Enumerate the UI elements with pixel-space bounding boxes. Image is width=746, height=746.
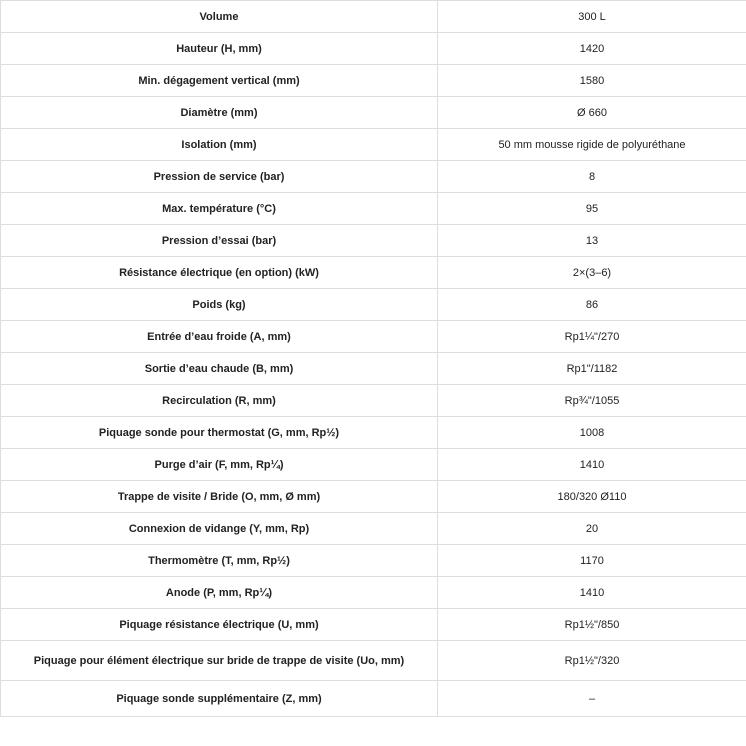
- row-label: Pression d’essai (bar): [1, 225, 438, 257]
- row-label: Entrée d’eau froide (A, mm): [1, 321, 438, 353]
- table-row: [1, 353, 746, 385]
- row-value: 86: [438, 289, 746, 321]
- row-value: 1170: [438, 545, 746, 577]
- row-value: 300 L: [438, 1, 746, 33]
- row-value: Ø 660: [438, 97, 746, 129]
- row-label: Max. température (°C): [1, 193, 438, 225]
- row-value: 13: [438, 225, 746, 257]
- table-row: [1, 641, 746, 681]
- row-value: 1420: [438, 33, 746, 65]
- table-row: [1, 65, 746, 97]
- row-value: Rp1¼"/270: [438, 321, 746, 353]
- table-row: [1, 385, 746, 417]
- row-value: 95: [438, 193, 746, 225]
- row-label: Min. dégagement vertical (mm): [1, 65, 438, 97]
- row-label: Volume: [1, 1, 438, 33]
- row-label: Connexion de vidange (Y, mm, Rp): [1, 513, 438, 545]
- table-row: [1, 609, 746, 641]
- row-label: Trappe de visite / Bride (O, mm, Ø mm): [1, 481, 438, 513]
- row-value: Rp1½"/320: [438, 641, 746, 681]
- table-row: [1, 321, 746, 353]
- table-row: [1, 577, 746, 609]
- row-value: 50 mm mousse rigide de polyuréthane: [438, 129, 746, 161]
- row-value: 1410: [438, 449, 746, 481]
- row-value: Rp1½"/850: [438, 609, 746, 641]
- table-row: [1, 417, 746, 449]
- row-value: 8: [438, 161, 746, 193]
- table-row: [1, 161, 746, 193]
- row-label: Isolation (mm): [1, 129, 438, 161]
- row-value: 1410: [438, 577, 746, 609]
- table-row: [1, 193, 746, 225]
- table-row: [1, 513, 746, 545]
- row-value: 1580: [438, 65, 746, 97]
- table-row: [1, 225, 746, 257]
- row-value: 2×(3–6): [438, 257, 746, 289]
- table-row: [1, 681, 746, 717]
- row-value: Rp1"/1182: [438, 353, 746, 385]
- row-label: Pression de service (bar): [1, 161, 438, 193]
- row-label: Piquage sonde pour thermostat (G, mm, Rp½): [1, 417, 438, 449]
- row-label: Poids (kg): [1, 289, 438, 321]
- table-row: [1, 33, 746, 65]
- row-value: 180/320 Ø110: [438, 481, 746, 513]
- row-value: 1008: [438, 417, 746, 449]
- row-label: Purge d’air (F, mm, Rp¼): [1, 449, 438, 481]
- row-label: Diamètre (mm): [1, 97, 438, 129]
- row-label: Recirculation (R, mm): [1, 385, 438, 417]
- table-row: [1, 481, 746, 513]
- row-label: Sortie d’eau chaude (B, mm): [1, 353, 438, 385]
- table-row: [1, 289, 746, 321]
- table-row: [1, 129, 746, 161]
- row-label: Piquage sonde supplémentaire (Z, mm): [1, 681, 438, 717]
- row-label: Résistance électrique (en option) (kW): [1, 257, 438, 289]
- table-row: [1, 1, 746, 33]
- row-label: Anode (P, mm, Rp¼): [1, 577, 438, 609]
- row-value: –: [438, 681, 746, 717]
- row-value: Rp¾"/1055: [438, 385, 746, 417]
- table-row: [1, 545, 746, 577]
- row-label: Piquage résistance électrique (U, mm): [1, 609, 438, 641]
- row-label: Piquage pour élément électrique sur bride de trappe de visite (Uo, mm): [1, 641, 438, 681]
- table-row: [1, 257, 746, 289]
- row-label: Thermomètre (T, mm, Rp½): [1, 545, 438, 577]
- row-label: Hauteur (H, mm): [1, 33, 438, 65]
- table-row: [1, 449, 746, 481]
- table-row: [1, 97, 746, 129]
- row-value: 20: [438, 513, 746, 545]
